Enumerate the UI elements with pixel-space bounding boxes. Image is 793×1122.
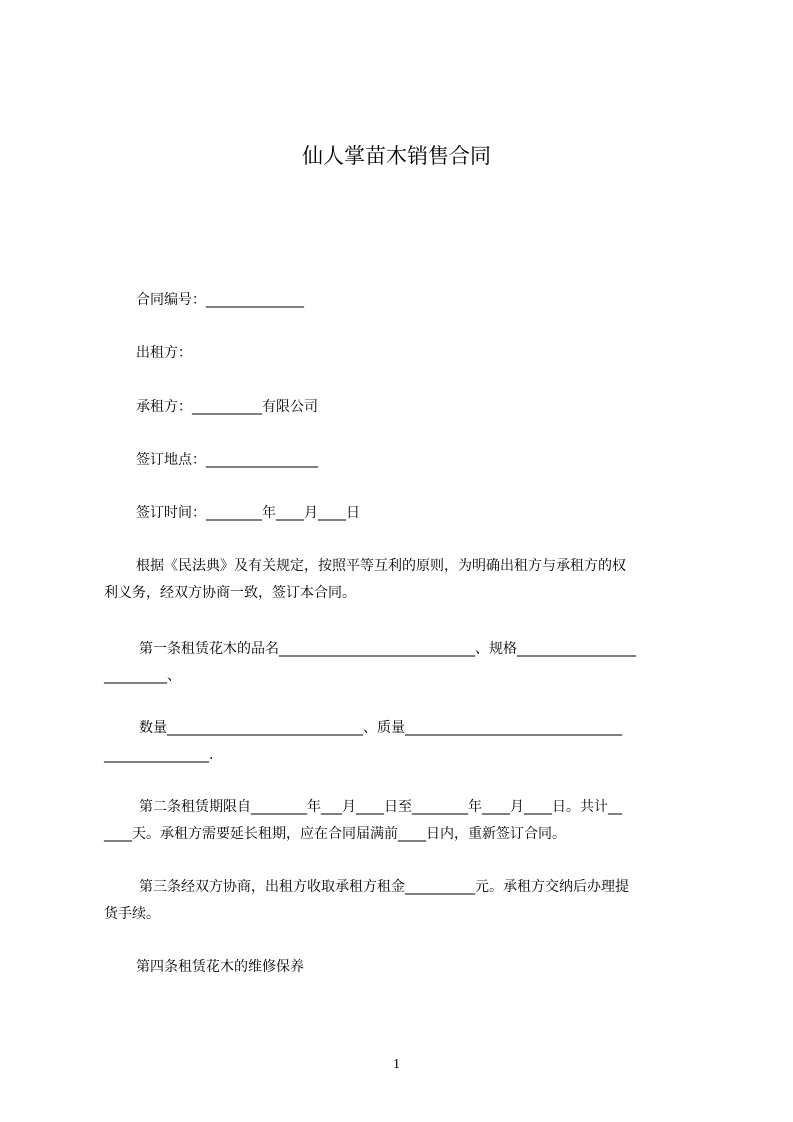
article-2-line-1: 第二条租赁期限自________年___月____日至________年____月____日。共计__: [139, 799, 622, 815]
article-2-line-2: ____天。承租方需要延长租期，应在合同届满前____日内，重新签订合同。: [104, 826, 566, 842]
preamble-line-2: 利义务，经双方协商一致，签订本合同。: [104, 585, 356, 601]
lessee-line: 承租方：__________有限公司: [136, 399, 318, 415]
article-1-quantity-line-1: 数量____________________________、质量_______________________________: [139, 720, 622, 736]
article-4-heading: 第四条租赁花木的维修保养: [136, 959, 304, 975]
lessor-line: 出租方：: [136, 345, 192, 361]
sign-place-line: 签订地点：________________: [136, 452, 318, 468]
article-1-quantity-line-2: _______________.: [104, 747, 214, 763]
article-1-line-2: _________、: [104, 668, 181, 684]
page-number: 1: [393, 1057, 400, 1072]
preamble-line-1: 根据《民法典》及有关规定，按照平等互利的原则，为明确出租方与承租方的权: [136, 558, 626, 574]
sign-time-line: 签订时间：________年____月____日: [136, 505, 360, 521]
article-3-line-1: 第三条经双方协商，出租方收取承租方租金__________元。承租方交纳后办理提: [139, 879, 629, 895]
article-1-line-1: 第一条租赁花木的品名____________________________、规格_________________: [139, 641, 636, 657]
document-title: 仙人掌苗木销售合同: [302, 144, 491, 168]
article-3-line-2: 货手续。: [104, 906, 160, 922]
contract-number-line: 合同编号：______________: [136, 292, 304, 308]
